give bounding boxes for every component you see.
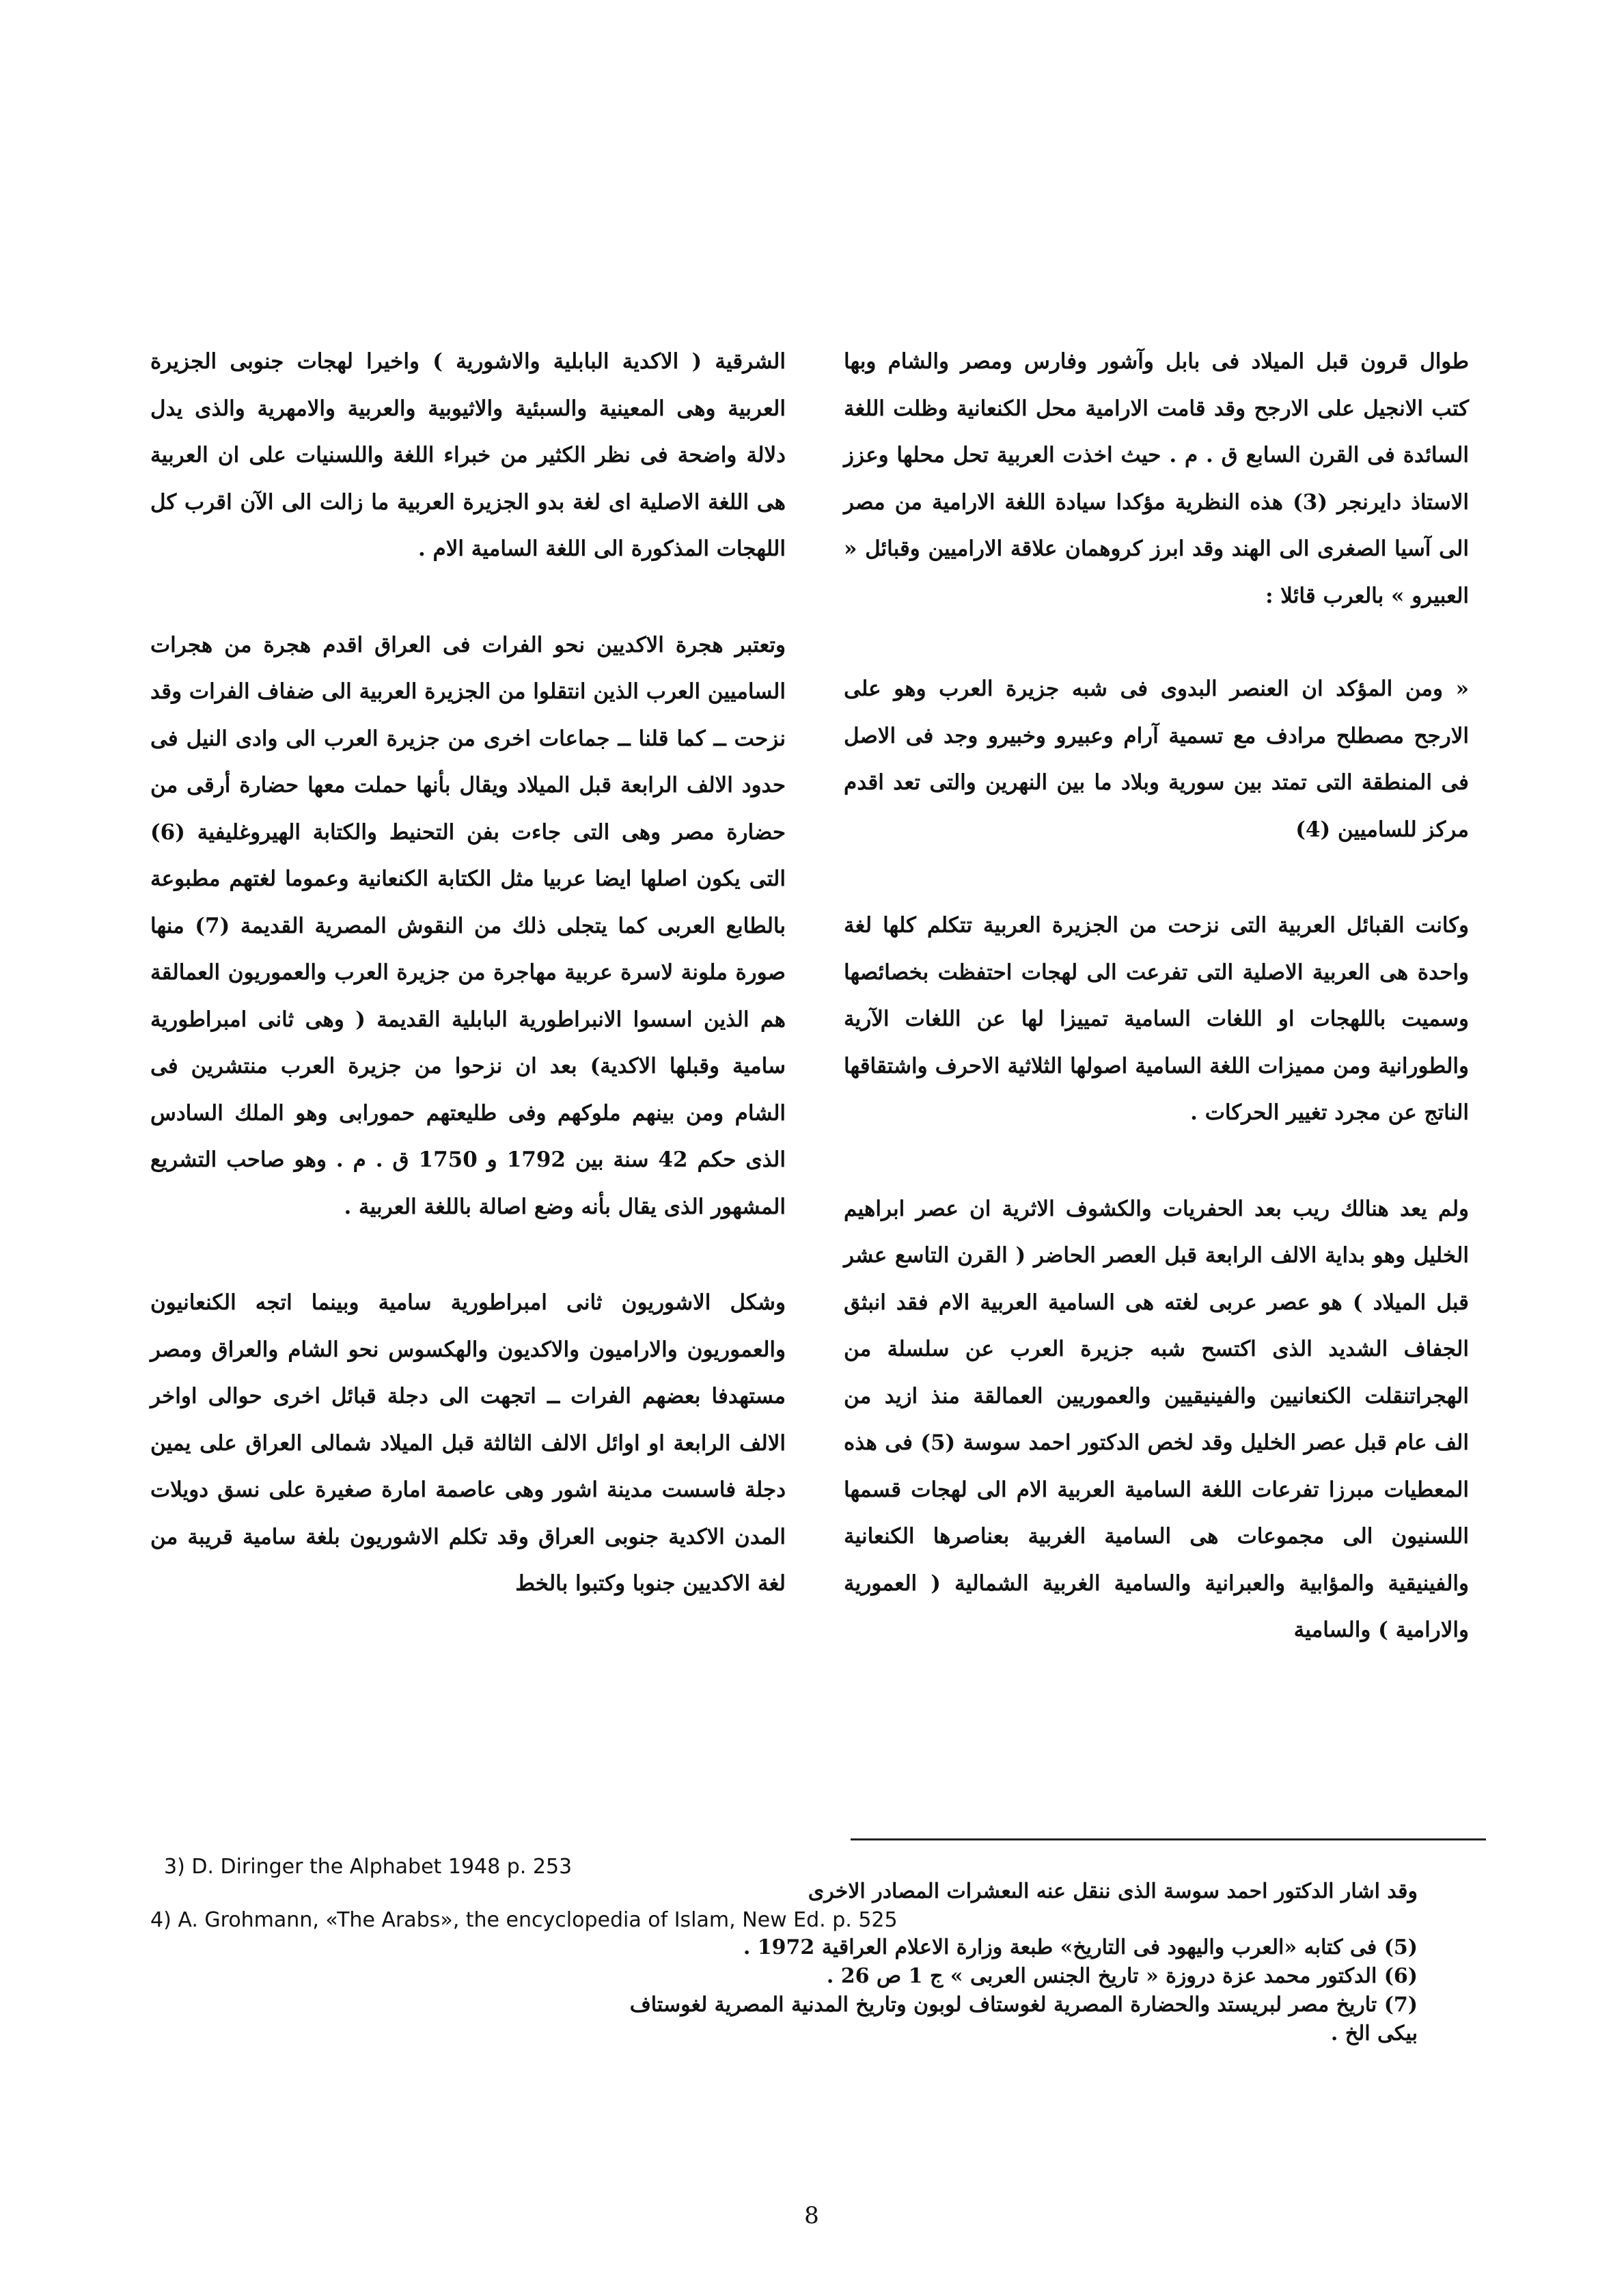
footnote-divider	[851, 1838, 1486, 1840]
footnote-3: 3) D. Diringer the Alphabet 1948 p. 253	[164, 1855, 573, 1879]
paragraph: وكانت القبائل العربية التى نزحت من الجزيرة العربية تتكلم كلها لغة واحدة هى العربية الاصلية التى تفرعت الى لهجات احتفظت بخصائصها وسميت باللهجات او اللغات السامية تمييزا لها عن اللغات الآرية والطورانية ومن مميزات اللغة السامية اصولها الثلاثية الاحرف واشتقاقها الناتج عن مجرد تغيير الحركات .	[844, 913, 1469, 1125]
footnote-5: (5) فى كتابه «العرب واليهود فى التاريخ» طبعة وزارة الاعلام العراقية 1972 .	[743, 1935, 1418, 1959]
left-text-column	[150, 338, 786, 1607]
footnote-7: (7) تاريخ مصر لبريستد والحضارة المصرية لغوستاف لوبون وتاريخ المدنية المصرية لغوستاف	[629, 1993, 1418, 2017]
footnote-6: (6) الدكتور محمد عزة دروزة « تاريخ الجنس العربى » ج 1 ص 26 .	[826, 1964, 1418, 1988]
footnote-4: 4) A. Grohmann, «The Arabs», the encyclopedia of Islam, New Ed. p. 525	[150, 1908, 898, 1932]
quotation-paragraph: « ومن المؤكد ان العنصر البدوى فى شبه جزيرة العرب وهو على الارجح مصطلح مرادف مع تسمية آرام وعبيرو وخبيرو وجد فى الاصل فى المنطقة التى تمتد بين سورية وبلاد ما بين النهرين والتى تعد اقدم مركز للساميين (4)	[844, 677, 1469, 842]
paragraph: وتعتبر هجرة الاكديين نحو الفرات فى العراق اقدم هجرة من هجرات الساميين العرب الذين انتقلوا من الجزيرة العربية الى ضفاف الفرات وقد نزحت ــ كما قلنا ــ جماعات اخرى من جزيرة العرب الى وادى النيل فى حدود الالف الرابعة قبل الميلاد ويقال بأنها حملت معها حضارة أرقى من حضارة مصر وهى التى جاءت بفن التحنيط والكتابة الهيروغليفية (6) التى يكون اصلها ايضا عربيا مثل الكتابة الكنعانية وعموما لغتهم مطبوعة بالطابع العربى كما يتجلى ذلك من النقوش المصرية القديمة (7) منها صورة ملونة لاسرة عربية مهاجرة من جزيرة العرب والعموريون العمالقة هم الذين اسسوا الانبراطورية البابلية القديمة ( وهى ثانى امبراطورية سامية وقبلها الاكدية) بعد ان نزحوا من جزيرة العرب منتشرين فى الشام ومن بينهم ملوكهم وفى طليعتهم حمورابى وهو الملك السادس الذى حكم 42 سنة بين 1792 و 1750 ق . م . وهو صاحب التشريع المشهور الذى يقال بأنه وضع اصالة باللغة العربية .	[150, 632, 786, 1219]
paragraph: الشرقية ( الاكدية البابلية والاشورية ) واخيرا لهجات جنوبى الجزيرة العربية وهى المعينية والسبئية والاثيوبية والعربية والامهرية والذى يدل دلالة واضحة فى نظر الكثير من خبراء اللغة واللسنيات على ان العربية هى اللغة الاصلية اى لغة بدو الجزيرة العربية ما زالت الى الآن اقرب كل اللهجات المذكورة الى اللغة السامية الام .	[150, 349, 786, 561]
footnote-7-continued: بيكى الخ .	[1330, 2022, 1418, 2045]
page-number: 8	[804, 2202, 819, 2229]
right-text-column	[844, 338, 1469, 1654]
paragraph: ولم يعد هنالك ريب بعد الحفريات والكشوف الاثرية ان عصر ابراهيم الخليل وهو بداية الالف الرابعة قبل العصر الحاضر ( القرن التاسع عشر قبل الميلاد ) هو عصر عربى لغته هى السامية العربية الام فقد انبثق الجفاف الشديد الذى اكتسح شبه جزيرة العرب عن سلسلة من الهجراتنقلت الكنعانيين والفينيقيين والعموريين العمالقة منذ ازيد من الف عام قبل عصر الخليل وقد لخص الدكتور احمد سوسة (5) فى هذه المعطيات مبرزا تفرعات اللغة السامية العربية الام الى لهجات قسمها اللسنيون الى مجموعات هى السامية الغربية بعناصرها الكنعانية والفينيقية والمؤابية والعبرانية والسامية الغربية الشمالية ( العمورية والارامية ) والسامية	[844, 1196, 1469, 1642]
paragraph: وشكل الاشوريون ثانى امبراطورية سامية وبينما اتجه الكنعانيون والعموريون والاراميون والاكديون والهكسوس نحو الشام والعراق ومصر مستهدفا بعضهم الفرات ــ اتجهت الى دجلة قبائل اخرى حوالى اواخر الالف الرابعة او اوائل الالف الثالثة قبل الميلاد شمالى العراق على يمين دجلة فاسست مدينة اشور وهى عاصمة امارة صغيرة على نسق دويلات المدن الاكدية جنوبى العراق وقد تكلم الاشوريون بلغة سامية قريبة من لغة الاكديين جنوبا وكتبوا بالخط	[150, 1290, 786, 1596]
footnote-3-arabic: وقد اشار الدكتور احمد سوسة الذى ننقل عنه الىعشرات المصادر الاخرى	[808, 1879, 1418, 1903]
paragraph: طوال قرون قبل الميلاد فى بابل وآشور وفارس ومصر والشام وبها كتب الانجيل على الارجح وقد قامت الارامية محل الكنعانية وظلت اللغة السائدة فى القرن السابع ق . م . حيث اخذت العربية تحل محلها وعزز الاستاذ دايرنجر (3) هذه النظرية مؤكدا سيادة اللغة الارامية من مصر الى آسيا الصغرى الى الهند وقد ابرز كروهمان علاقة الاراميين وقبائل « العبيرو » بالعرب قائلا :	[844, 349, 1469, 608]
